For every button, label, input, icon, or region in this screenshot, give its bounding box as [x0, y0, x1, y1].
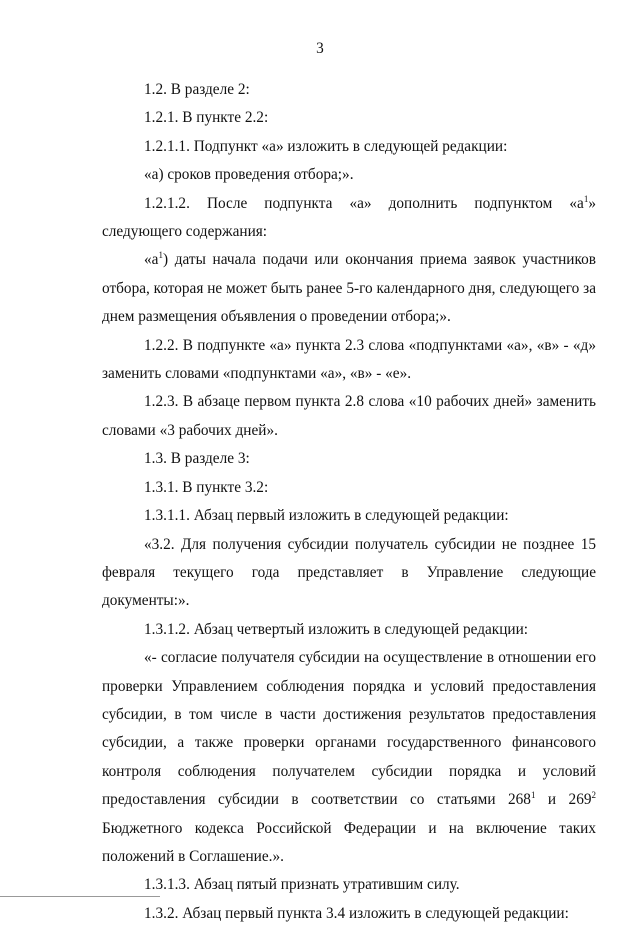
item-1-3-2: 1.3.2. Абзац первый пункта 3.4 изложить в следующей редакции:	[144, 904, 569, 922]
item-1-3-1-1: 1.3.1.1. Абзац первый изложить в следующей редакции:	[144, 507, 509, 525]
section-1-2-heading: 1.2. В разделе 2:	[144, 81, 250, 98]
item-1-2-1-2	[102, 190, 596, 247]
superscript-1: 1	[583, 193, 589, 204]
footer-rule	[0, 896, 160, 897]
document-body	[102, 76, 596, 928]
item-1-2-2: 1.2.2. В подпункте «а» пункта 2.3 слова «подпунктами «а», «в» - «д» заменить словами «подпунктами «а», «в» - «е».	[102, 336, 596, 383]
item-1-3-1-3: 1.3.1.3. Абзац пятый признать утратившим силу.	[144, 876, 460, 894]
superscript-2: 2	[591, 790, 596, 801]
quote-consent-and: и 269	[535, 791, 592, 809]
quote-item-3-2: «3.2. Для получения субсидии получатель субсидии не позднее 15 февраля текущего года представляет в Управление следующие документы:».	[102, 535, 596, 610]
item-1-3-1: 1.3.1. В пункте 3.2:	[144, 478, 269, 496]
quote-subitem-a: «а) сроков проведения отбора;».	[144, 166, 354, 184]
superscript-1: 1	[158, 250, 163, 261]
quote-subitem-a1-prefix: «а	[144, 251, 159, 269]
item-1-3-1-2: 1.3.1.2. Абзац четвертый изложить в следующей редакции:	[144, 620, 529, 638]
quote-subitem-a1	[102, 246, 596, 331]
quote-consent-end: Бюджетного кодекса Российской Федерации и на включение таких положений в Соглашение.».	[102, 819, 596, 865]
superscript-1: 1	[530, 790, 536, 801]
item-1-2-1-2-text-end: » следующего содержания:	[102, 194, 596, 241]
quote-consent-paragraph	[102, 644, 596, 871]
section-1-3-heading: 1.3. В разделе 3:	[144, 450, 250, 468]
page-number: 3	[316, 40, 324, 57]
quote-subitem-a1-text: ) даты начала подачи или окончания приема заявок участников отбора, которая не может быть ранее 5-го календарного дня, следующего за днем размещения объявления о проведении отбора;».	[102, 251, 596, 326]
item-1-2-3: 1.2.3. В абзаце первом пункта 2.8 слова «10 рабочих дней» заменить словами «3 рабочих дней».	[102, 393, 596, 439]
item-1-2-1: 1.2.1. В пункте 2.2:	[144, 109, 269, 127]
quote-consent-text: «- согласие получателя субсидии на осуществление в отношении его проверки Управлением соблюдения порядка и условий предоставления субсидии, в том числе в части достижения результатов предоставления субсидии, а также проверки органами государственного финансового контроля соблюдения получателем субсидии порядка и условий предоставления субсидии в соответствии со статьями 268	[102, 649, 596, 809]
item-1-2-1-2-text-start: 1.2.1.2. После подпункта «а» дополнить подпунктом «а	[144, 194, 584, 212]
item-1-2-1-1: 1.2.1.1. Подпункт «а» изложить в следующей редакции:	[144, 137, 508, 155]
